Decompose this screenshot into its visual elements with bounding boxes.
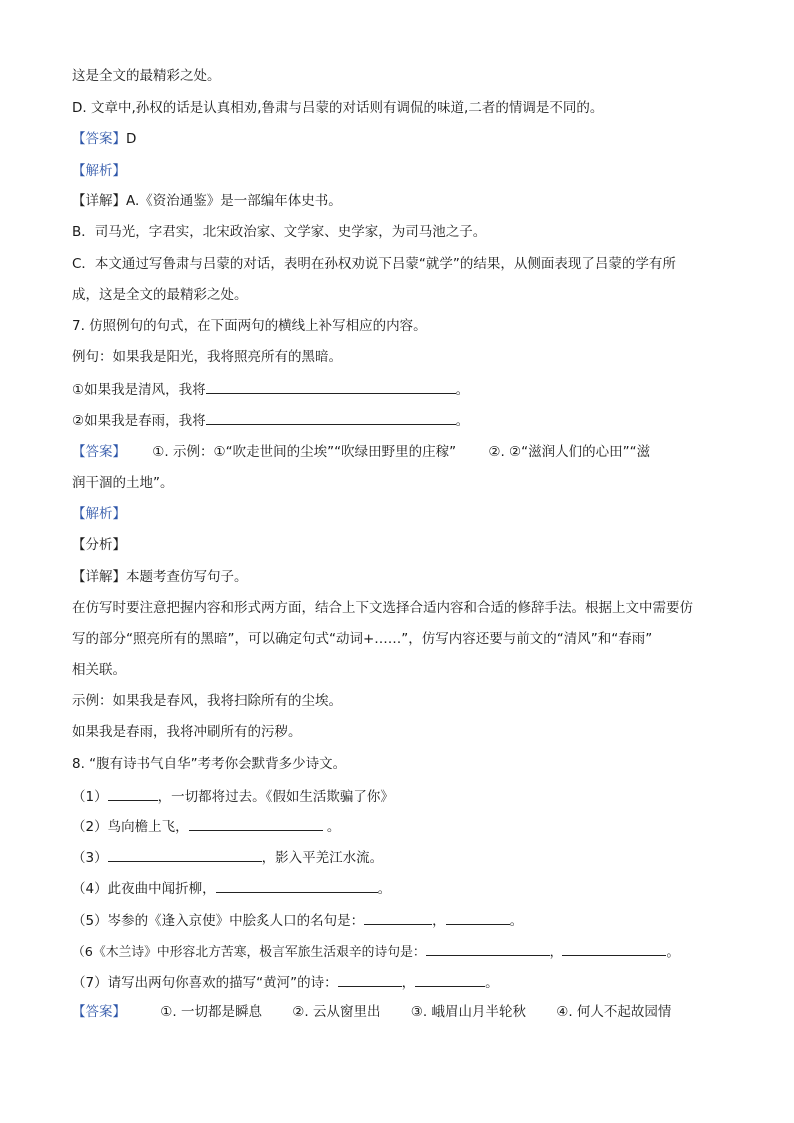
blank-underline	[206, 410, 456, 425]
answer-item: ②. ②“滋润人们的心田”“滋	[488, 444, 651, 460]
line-text: C．本文通过写鲁肃与吕蒙的对话，表明在孙权劝说下吕蒙“就学”的结果，从侧面表现了吕蒙的学有所	[72, 256, 676, 272]
line-text: 。	[322, 819, 341, 835]
fill-line-9	[72, 972, 499, 993]
line-text: 如果我是春雨，我将冲刷所有的污秽。	[72, 724, 302, 740]
line-text: ，	[432, 913, 446, 929]
example-line	[72, 347, 342, 367]
answer-item: ③. 峨眉山月半轮秋	[410, 1004, 526, 1020]
blank-underline	[426, 941, 550, 956]
blank-underline	[216, 878, 378, 893]
detail-line	[72, 191, 342, 211]
line-text: 写的部分“照亮所有的黑暗”，可以确定句式“动词+……”，仿写内容还要与前文的“清风”和“春雨”	[72, 631, 653, 647]
line-text: 。	[509, 913, 524, 929]
line-text: （5）岑参的《逢入京使》中脍炙人口的名句是：	[72, 913, 365, 929]
line-text: ，	[549, 945, 563, 960]
line-text: ，	[401, 975, 416, 991]
line-text: D. 文章中,孙权的话是认真相劝,鲁肃与吕蒙的对话则有调侃的味道,二者的情调是不同的。	[72, 100, 604, 116]
text-line	[72, 222, 486, 242]
answer-tag: 【答案】	[72, 444, 126, 460]
line-text: （4）此夜曲中闻折柳，	[72, 881, 216, 897]
line-text: ，影入平羌江水流。	[261, 850, 384, 866]
line-text: 润干涸的土地”。	[72, 475, 174, 491]
line-text: 示例：如果我是春风，我将扫除所有的尘埃。	[72, 693, 342, 709]
line-text: 成，这是全文的最精彩之处。	[72, 287, 248, 303]
line-text: 。	[455, 413, 470, 429]
line-text: （7）请写出两句你喜欢的描写“黄河”的诗：	[72, 975, 338, 991]
blank-underline	[446, 910, 510, 925]
text-line	[72, 598, 693, 618]
question-7-title	[72, 316, 427, 336]
answer-line	[72, 1002, 671, 1022]
line-text: 相关联。	[72, 662, 126, 678]
answer-item: ②. 云从窗里出	[292, 1004, 381, 1020]
question-8-title	[72, 754, 346, 774]
line-text: 。	[455, 382, 470, 398]
fill-line-5	[72, 847, 383, 868]
detail-text: 本题考查仿写句子。	[126, 569, 248, 585]
line-text: 在仿写时要注意把握内容和形式两方面，结合上下文选择合适内容和合适的修辞手法。根据上文中需要仿	[72, 600, 693, 616]
line-text: 。	[377, 881, 392, 897]
detail-text: A.《资治通鉴》是一部编年体史书。	[126, 193, 342, 209]
text-line	[72, 722, 302, 742]
text-line	[72, 660, 126, 680]
line-text: ，一切都将过去。《假如生活欺骗了你》	[157, 789, 394, 805]
analysis-tag: 【解析】	[72, 506, 126, 522]
blank-underline	[108, 847, 262, 862]
line-text: 。	[666, 945, 680, 960]
blank-underline	[189, 816, 323, 831]
line-text: （1）	[72, 789, 108, 805]
answer-item: ①. 示例：①“吹走世间的尘埃”“吹绿田野里的庄稼”	[152, 444, 457, 460]
text-line	[72, 691, 342, 711]
line-text: ①如果我是清风，我将	[72, 382, 206, 398]
text-line	[72, 254, 676, 274]
detail-tag: 【详解】	[72, 193, 126, 209]
answer-item: ④. 何人不起故园情	[556, 1004, 672, 1020]
analysis-sub-tag: 【分析】	[72, 537, 126, 553]
answer-line	[72, 129, 136, 149]
fill-line-7	[72, 910, 523, 931]
analysis-sub-line	[72, 535, 126, 555]
analysis-line	[72, 504, 126, 524]
text-line	[72, 285, 248, 305]
line-text: （6《木兰诗》中形容北方苦寒，极言军旅生活艰辛的诗句是：	[72, 945, 426, 960]
line-text: ②如果我是春雨，我将	[72, 413, 206, 429]
line-text: （3）	[72, 850, 108, 866]
line-text: B．司马光，字君实，北宋政治家、文学家、史学家，为司马池之子。	[72, 224, 487, 240]
fill-line-6	[72, 878, 391, 899]
fill-line-2	[72, 410, 469, 431]
text-line	[72, 473, 174, 493]
blank-underline	[108, 786, 158, 801]
answer-tag: 【答案】	[72, 1004, 126, 1020]
blank-underline	[364, 910, 432, 925]
detail-line	[72, 567, 248, 587]
line-text: 7. 仿照例句的句式，在下面两句的横线上补写相应的内容。	[72, 318, 427, 334]
blank-underline	[562, 941, 666, 956]
fill-line-8	[72, 941, 679, 963]
option-d	[72, 98, 603, 118]
line-text: 例句：如果我是阳光，我将照亮所有的黑暗。	[72, 349, 342, 365]
answer-text: D	[126, 131, 137, 147]
line-text: 。	[485, 975, 499, 991]
line-text: （2）鸟向檐上飞，	[72, 819, 189, 835]
fill-line-3	[72, 786, 394, 807]
detail-tag: 【详解】	[72, 569, 126, 585]
fill-line-1	[72, 379, 469, 400]
text-line	[72, 66, 221, 86]
fill-line-4	[72, 816, 340, 837]
line-text: 这是全文的最精彩之处。	[72, 68, 221, 84]
blank-underline	[206, 379, 456, 394]
answer-item: ①. 一切都是瞬息	[160, 1004, 262, 1020]
answer-line	[72, 442, 650, 462]
blank-underline	[338, 972, 402, 987]
line-text: 8. “腹有诗书气自华”考考你会默背多少诗文。	[72, 756, 347, 772]
analysis-line	[72, 161, 126, 181]
analysis-tag: 【解析】	[72, 163, 126, 179]
answer-tag: 【答案】	[72, 131, 126, 147]
text-line	[72, 629, 652, 649]
blank-underline	[415, 972, 485, 987]
